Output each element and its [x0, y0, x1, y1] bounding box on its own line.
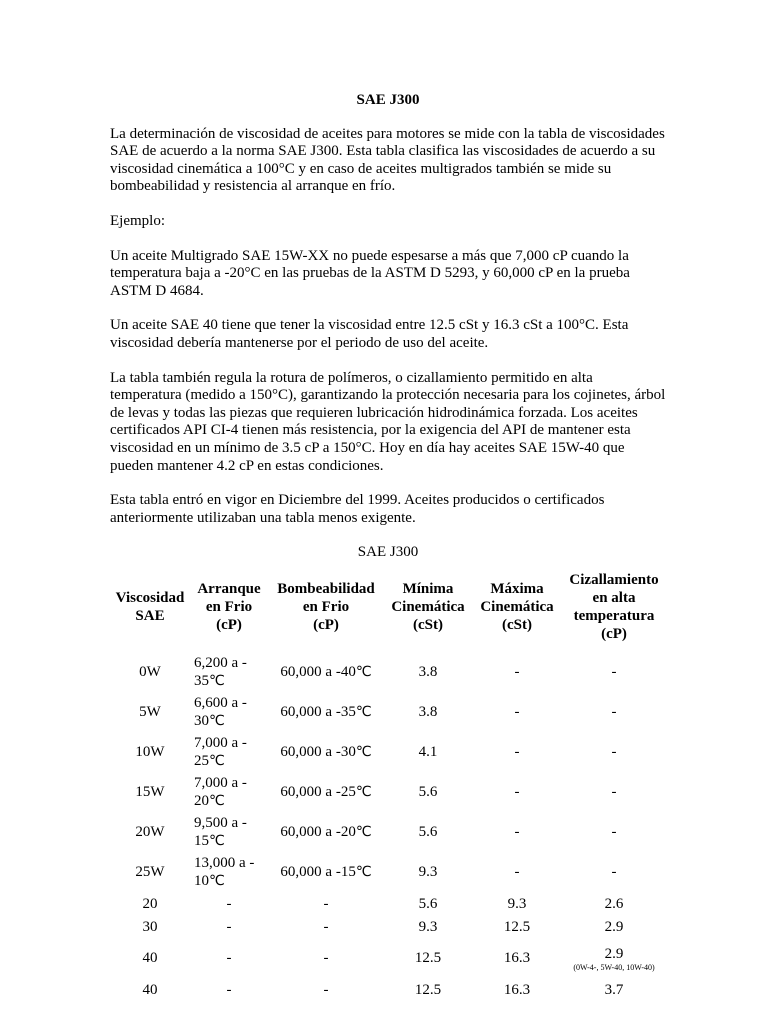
cell-maxima: 16.3 [503, 981, 531, 998]
cell-bombeabilidad: 60,000 a -35℃ [280, 704, 372, 721]
cell-sae: 15W [135, 784, 165, 801]
header-maxima-cinematica: Máxima Cinemática (cSt) [480, 580, 554, 633]
cell-sae: 30 [142, 918, 158, 935]
cell-cizallamiento: - [611, 744, 617, 761]
cell-bombeabilidad: - [323, 918, 329, 935]
cell-bombeabilidad: 60,000 a -20℃ [280, 824, 372, 841]
cell-maxima: - [514, 864, 520, 881]
table-row [110, 653, 666, 693]
paragraph-example-label: Ejemplo: [110, 212, 165, 229]
paragraph-shear-regulation: La tabla también regula la rotura de polímeros, o cizallamiento permitido en alta temperatura (medido a 150°C), garantizando la protección necesaria para los cojinetes, árbol de levas y todas las piezas que requieren lubricación hidrodinámica forzada. Los aceites certificados API CI-4 tienen más resistencia, por la exigencia del API de mantener esta viscosidad en un mínimo de 3.5 cP a 150°C. Hoy en día hay aceites SAE 15W-40 que pueden mantener 4.2 cP en estas condiciones. [110, 369, 666, 474]
cell-arranque: - [226, 981, 232, 998]
cell-minima: 9.3 [418, 864, 438, 881]
cell-maxima: - [514, 664, 520, 681]
cell-sae: 25W [135, 864, 165, 881]
header-cizallamiento: Cizallamiento en alta temperatura (cP) [569, 571, 659, 642]
table-row [110, 893, 666, 916]
cell-maxima: - [514, 744, 520, 761]
cell-minima: 5.6 [418, 895, 438, 912]
cell-minima: 4.1 [418, 744, 438, 761]
cell-bombeabilidad: - [323, 950, 329, 967]
cell-cizallamiento: 2.9 [604, 918, 624, 935]
paragraph-intro: La determinación de viscosidad de aceites para motores se mide con la tabla de viscosidades SAE de acuerdo a la norma SAE J300. Esta tabla clasifica las viscosidades de acuerdo a su viscosidad cinemática a 100°C y en caso de aceites multigrados también se mide su bombeabilidad y resistencia al arranque en frío. [110, 125, 665, 195]
table-row [110, 733, 666, 773]
table-row [110, 853, 666, 893]
cell-maxima: - [514, 704, 520, 721]
paragraph-sae40-example: Un aceite SAE 40 tiene que tener la viscosidad entre 12.5 cSt y 16.3 cSt a 100°C. Esta viscosidad debería mantenerse por el periodo de uso del aceite. [110, 317, 629, 351]
cell-minima: 12.5 [414, 950, 442, 967]
cell-sae: 40 [142, 981, 158, 998]
cell-sae: 20W [135, 824, 165, 841]
table-row [110, 979, 666, 1002]
cell-minima: 5.6 [418, 824, 438, 841]
cell-sae: 5W [139, 704, 161, 721]
cell-minima: 12.5 [414, 981, 442, 998]
cell-bombeabilidad: - [323, 895, 329, 912]
cell-arranque: 6,200 a - 35℃ [194, 655, 247, 689]
document-page [110, 92, 666, 1002]
cell-cizallamiento: 2.6 [604, 895, 624, 912]
header-viscosidad-sae: Viscosidad SAE [115, 589, 185, 624]
cell-sae: 20 [142, 895, 158, 912]
header-minima-cinematica: Mínima Cinemática (cSt) [391, 580, 465, 633]
cell-cizallamiento: 2.9 (0W-4-, 5W-40, 10W-40) [562, 939, 666, 979]
cell-minima: 5.6 [418, 784, 438, 801]
cell-cizallamiento: - [611, 664, 617, 681]
paragraph-effective-date: Esta tabla entró en vigor en Diciembre del 1999. Aceites producidos o certificados anteriormente utilizaban una tabla menos exigente. [110, 492, 605, 526]
cell-sae: 40 [142, 950, 158, 967]
cell-cizallamiento: 3.7 [604, 981, 624, 998]
table-row [110, 813, 666, 853]
table-row [110, 693, 666, 733]
cell-minima: 9.3 [418, 918, 438, 935]
header-arranque-frio: Arranque en Frio (cP) [197, 580, 261, 633]
cell-bombeabilidad: 60,000 a -15℃ [280, 864, 372, 881]
cell-bombeabilidad: 60,000 a -40℃ [280, 664, 372, 681]
cell-arranque: 6,600 a - 30℃ [194, 695, 247, 729]
cell-arranque: - [226, 918, 232, 935]
cell-maxima: 12.5 [503, 918, 531, 935]
cell-cizallamiento: - [611, 784, 617, 801]
cell-cizallamiento: - [611, 704, 617, 721]
header-bombeabilidad-frio: Bombeabilidad en Frio (cP) [277, 580, 375, 633]
cell-arranque: - [226, 895, 232, 912]
cell-maxima: 16.3 [503, 950, 531, 967]
table-caption: SAE J300 [357, 544, 419, 561]
cell-bombeabilidad: 60,000 a -25℃ [280, 784, 372, 801]
cell-minima: 3.8 [418, 664, 438, 681]
cell-maxima: - [514, 784, 520, 801]
table-row [110, 939, 666, 979]
cell-arranque: 7,000 a - 20℃ [194, 775, 247, 809]
cell-arranque: - [226, 950, 232, 967]
cell-sae: 0W [139, 664, 161, 681]
cell-arranque: 7,000 a - 25℃ [194, 735, 247, 769]
cell-maxima: 9.3 [507, 895, 527, 912]
cell-cizallamiento: - [611, 824, 617, 841]
cell-minima: 3.8 [418, 704, 438, 721]
paragraph-multigrade-example: Un aceite Multigrado SAE 15W-XX no puede espesarse a más que 7,000 cP cuando la temperatura baja a -20°C en las pruebas de la ASTM D 5293, y 60,000 cP en la prueba ASTM D 4684. [110, 247, 630, 299]
cell-arranque: 13,000 a - 10℃ [194, 855, 255, 889]
document-title: SAE J300 [356, 92, 420, 108]
cell-arranque: 9,500 a - 15℃ [194, 815, 247, 849]
cell-bombeabilidad: - [323, 981, 329, 998]
table-row [110, 773, 666, 813]
cell-sae: 10W [135, 744, 165, 761]
cizallamiento-note: (0W-4-, 5W-40, 10W-40) [573, 963, 655, 973]
table-header-row [110, 571, 666, 653]
sae-viscosity-table [110, 571, 666, 1002]
cell-maxima: - [514, 824, 520, 841]
table-row [110, 916, 666, 939]
cell-bombeabilidad: 60,000 a -30℃ [280, 744, 372, 761]
cell-cizallamiento: - [611, 864, 617, 881]
